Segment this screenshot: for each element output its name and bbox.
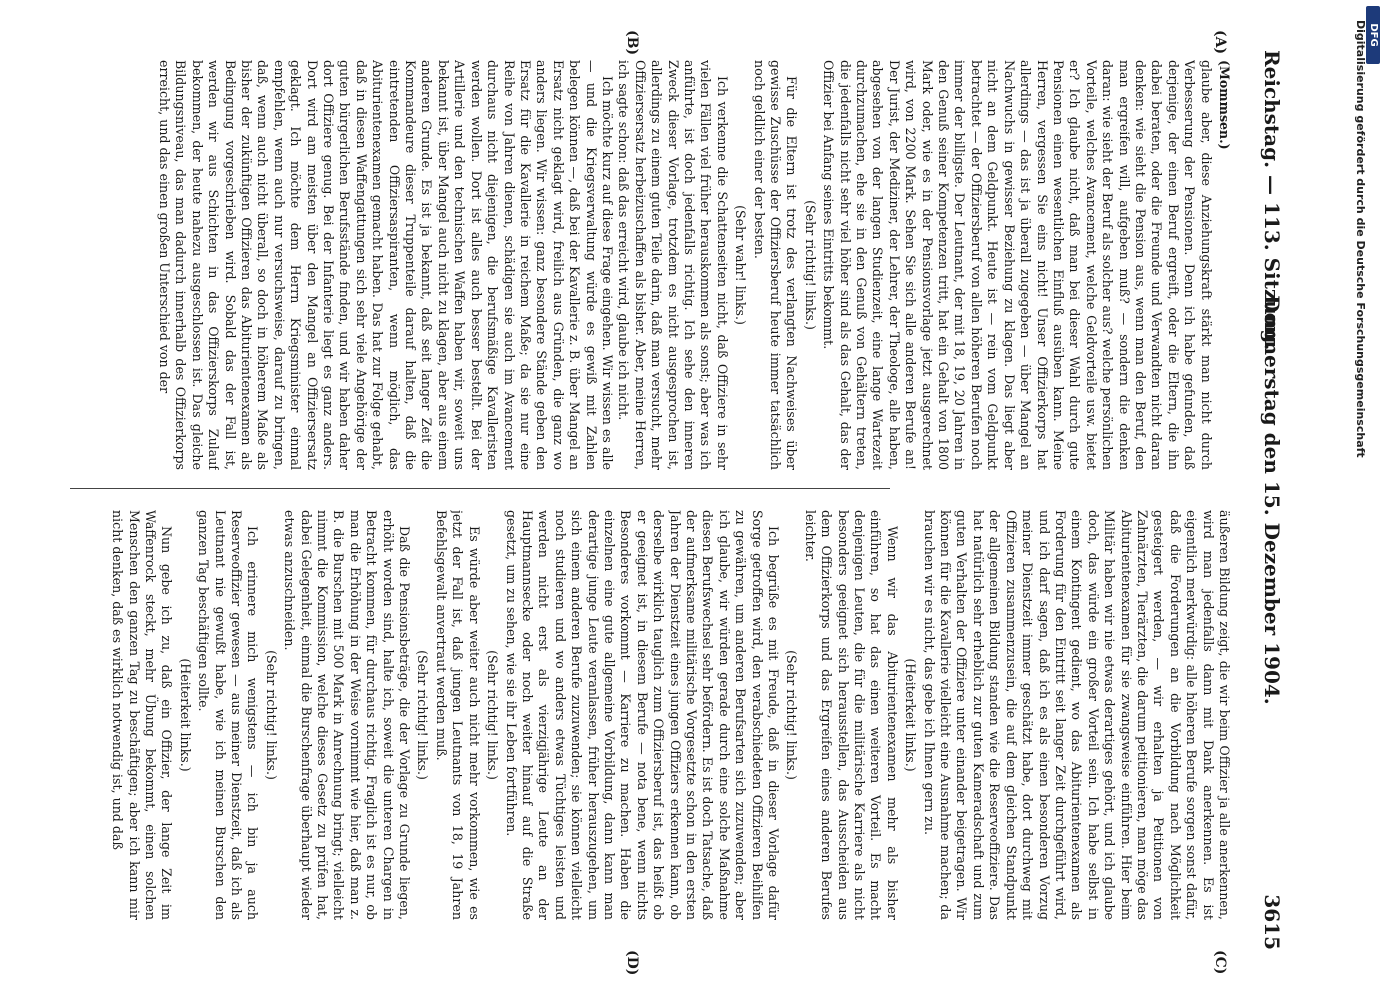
- paragraph: Wenn wir das Abiturientenexamen mehr als bisher einführen, so hat das einen weiteren Vorteil. Es macht denjenigen Leuten, die für die militärische Karriere als nicht besonders geeignet sich herausstellen, das Ausscheiden aus dem Offizierkorps und das Ergreifen eines anderen Berufes leichter.: [802, 510, 900, 920]
- attribution-strip: [1345, 20, 1375, 980]
- paragraph: Für die Eltern ist trotz des verlangten Nachweises über gewisse Zuschüsse der Offiziersberuf heute immer tatsächlich noch geldlich einer der besten.: [751, 60, 800, 470]
- interjection: (Sehr richtig! links.): [784, 650, 800, 780]
- header-date: Donnerstag den 15. Dezember 1904.: [1260, 295, 1284, 705]
- interjection: (Sehr richtig! links.): [263, 650, 279, 780]
- paragraph: Ich begrüße es mit Freude, daß in dieser Vorlage dafür Sorge getroffen wird, den verabschiedeten Offizieren Beihilfen zu gewähren, um anderen Berufsarten sich zuzuwenden; aber ich glaube, wir würden gerade durch eine solche Maßnahme diesen Berufswechsel sehr befördern. Es ist doch Tatsache, daß der aufmerksame militärische Vorgesetzte schon in den ersten Jahren der Dienstzeit eines jungen Offiziers erkennen kann, ob derselbe wirklich tauglich zum Offiziersberuf ist, das heißt ob er geeignet ist, in diesem Berufe — nota bene, wenn nichts Besonderes vorkommt — Karriere zu machen. Haben die einzelnen eine gute allgemeine Vorbildung, dann kann man derartige junge Leute veranlassen, früher herauszugehen, um sich einem anderen Berufe zuzuwenden; sie können vielleicht noch studieren und wo anders etwas Tüchtiges leisten und werden nicht erst als vierzigjährige Leute an der Hauptmannsecke oder noch weiter hinauf auf die Straße gesetzt, um zu sehen, wie sie ihr Leben fortführen.: [503, 510, 782, 920]
- header-left: Reichstag. — 113. Sitzung.: [1260, 50, 1284, 351]
- margin-marker-c: (C): [1212, 950, 1228, 975]
- paragraph: glaube aber, diese Anziehungskraft stärkt man nicht durch Verbesserung der Pensionen. Denn ich habe gefunden, daß derjenige, der einen Beruf ergreift, oder die Eltern, die ihn dabei beraten, oder die Freunde und Verwandten nicht daran denken: wie sieht die Pension aus, wenn man den Beruf, den man ergreifen will, aufgeben muß? — sondern die denken daran: wie sieht der Beruf als solcher aus? welche persönlichen Vorteile, welches Avancement, welche Geldvorteile usw. bietet er? Ich glaube nicht, daß man bei dieser Wahl durch gute Pensionen einen wesentlichen Einfluß ausüben kann. Meine Herren, vergessen Sie eins nicht! Unser Offizierkorps hat allerdings — das ist ja überall zugegeben — über Mangel an Nachwuchs in gewisser Beziehung zu klagen. Das liegt aber nicht an dem Geldpunkt. Heute ist — rein vom Geldpunkt betrachtet — der Offiziersberuf von allen höheren Berufen noch immer der billigste. Der Leutnant, der mit 18, 19, 20 Jahren in den Genuß seiner Kompetenzen tritt, hat ein Gehalt von 1800 Mark oder, wie es in der Pensionsvorlage jetzt ausgerechnet wird, von 2200 Mark. Sehen Sie sich alle anderen Berufe an! Der Jurist, der Mediziner, der Lehrer, der Theologe, alle haben, abgesehen von der langen Studienzeit, eine lange Wartezeit durchzumachen, ehe sie in den Genuß von Gehältern treten, die jedenfalls nicht sehr viel höher sind als das Gehalt, das der Offizier bei Anfang seines Eintritts bekommt.: [821, 60, 1214, 470]
- column-divider: [70, 488, 890, 489]
- interjection: (Sehr richtig! links.): [415, 650, 431, 780]
- interjection: (Heiterkeit links.): [177, 658, 193, 772]
- paragraph: Ich verkenne die Schattenseiten nicht, daß Offiziere in sehr vielen Fällen viel früher herauskommen als sonst; aber was ich anführte, ist doch jedenfalls richtig. Ich sehe den inneren Zweck dieser Vorlage, trotzdem es nicht ausgesprochen ist, allerdings zu einem guten Teile darin, daß man versucht, mehr Offiziersersatz herbeizuschaffen als bisher. Aber, meine Herren, ich sagte schon: daß das erreicht wird, glaube ich nicht.: [616, 60, 730, 470]
- margin-marker-d: (D): [624, 950, 640, 976]
- interjection: (Sehr richtig! links.): [802, 200, 818, 330]
- speaker-name: (Mommsen.): [1217, 60, 1232, 150]
- paragraph: Daß die Pensionsbeträge, die der Vorlage zu Grunde liegen, erhöht worden sind, halte ich, soweit die unteren Chargen in Betracht kommen, für durchaus richtig. Fraglich ist es nur, ob man die Erhöhung in der Weise vornimmt wie hier, daß man z. B. die Burschen mit 500 Mark in Anrechnung bringt; vielleicht nimmt die Kommission, welche dieses Gesetz zu prüfen hat, dabei Gelegenheit, einmal die Burschenfrage überhaupt wieder etwas anzuschneiden.: [282, 510, 413, 920]
- margin-marker-a: (A): [1212, 30, 1228, 55]
- interjection: (Sehr wahr! links.): [733, 205, 749, 325]
- paragraph: äußeren Bildung zeigt, die wir beim Offizier ja alle anerkennen, wird man jedenfalls dann mit Dank anerkennen. Es ist eigentlich merkwürdig: alle höheren Berufe sorgen sonst dafür, daß die Forderungen an die Vorbildung nach Möglichkeit gesteigert werden, — wir erhalten ja Petitionen von Zahnärzten, Tierärzten, die darum petitionieren, man möge das Abiturientenexamen für sie zwangsweise einführen. Hier beim Militär haben wir nie etwas derartiges gehört, und ich glaube doch, das würde ein großer Vorteil sein. Ich habe selbst in einem Kontingent gedient, wo das Abiturientenexamen als Forderung für den Eintritt seit langer Zeit durchgeführt wird, und ich darf sagen, daß ich es als einen besonderen Vorzug meiner Dienstzeit immer geschätzt habe, dort durchweg mit Offizieren zusammenzusein, die auf dem gleichen Standpunkt der allgemeinen Bildung standen wie die Reserveoffiziere. Das hat natürlich sehr erheblich zur guten Kameradschaft und zum guten Verhalten der Offiziere unter einander beigetragen. Wir können für die Kavallerie vielleicht eine Ausnahme machen; da brauchen wir es nicht, das gebe ich Ihnen gern zu.: [921, 510, 1232, 920]
- scanned-page: [10, 0, 1320, 1000]
- paragraph: Es würde aber weiter auch nicht mehr vorkommen, wie es jetzt der Fall ist, daß jungen Leutnants von 18, 19 Jahren Befehlsgewalt anvertraut werden muß.: [433, 510, 482, 920]
- interjection: (Sehr richtig! links.): [485, 650, 501, 780]
- interjection: (Heiterkeit links.): [903, 658, 919, 772]
- margin-marker-b: (B): [624, 30, 640, 56]
- page-header: [1248, 50, 1298, 950]
- right-column: [32, 510, 1232, 920]
- paragraph: Ich möchte kurz auf diese Frage eingehen. Wir wissen es alle — und die Kriegsverwaltung würde es gewiß mit Zahlen belegen können —, daß bei der Kavallerie z. B. über Mangel an Ersatz nicht geklagt wird, freilich aus Gründen, die ganz wo anders liegen. Wir wissen: ganz besondere Stände geben den Ersatz für die Kavallerie in reichem Maße; da sie nur eine Reihe von Jahren dienen, schädigen sie auch im Avancement durchaus nicht diejenigen, die berufsmäßige Kavalleristen werden wollen. Dort ist alles auch besser bestellt. Bei der Artillerie und den technischen Waffen haben wir, soweit uns bekannt ist, über Mangel auch nicht zu klagen, aber aus einem anderen Grunde. Es ist ja bekannt, daß seit langer Zeit die Kommandeure dieser Truppenteile darauf halten, daß die eintretenden Offiziersaspiranten, wenn möglich, das Abiturientenexamen gemacht haben. Das hat zur Folge gehabt, daß in diesen Waffengattungen sich sehr viele Angehörige der guten bürgerlichen Berufsstände finden, und wir haben daher dort Offiziere genug. Bei der Infanterie liegt es ganz anders. Dort wird am meisten über den Mangel an Offiziersersatz geklagt. Ich möchte dem Herrn Kriegsminister einmal empfehlen, wenn auch nur versuchsweise, darauf zu bringen, daß, wenn auch nicht überall, so doch in höherem Maße als bisher der zukünftigen Offizieren das Abiturientenexamen als Bedingung vorgeschrieben wird. Sobald das der Fall ist, werden wir aus Schichten in das Offizierskorps Zulauf bekommen, der heute nahezu ausgeschlossen ist. Das gleiche Bildungsniveau, das man dadurch innerhalb des Offizierkorps erreicht, und das einen großen Unterschied von der: [157, 60, 615, 470]
- page-number: 3615: [1260, 894, 1284, 950]
- paragraph: Ich erinnere mich wenigstens — ich bin ja auch Reserveoffizier gewesen — aus meiner Dienstzeit, daß ich als Leutnant nie gewußt habe, wie ich meinen Burschen den ganzen Tag beschäftigen sollte.: [196, 510, 261, 920]
- paragraph: Nun gebe ich zu, daß ein Offizier, der lange Zeit im Waffenrock steckt, mehr Übung bekommt, einen solchen Menschen den ganzen Tag zu beschäftigen; aber ich kann mir nicht denken, daß es wirklich notwendig ist, und daß: [110, 510, 175, 920]
- left-column: [32, 60, 1232, 470]
- attribution-text: Digitalisierung gefördert durch die Deutsche Forschungsgemeinschaft: [1354, 20, 1367, 458]
- dfg-logo-text: DFG: [1368, 23, 1379, 47]
